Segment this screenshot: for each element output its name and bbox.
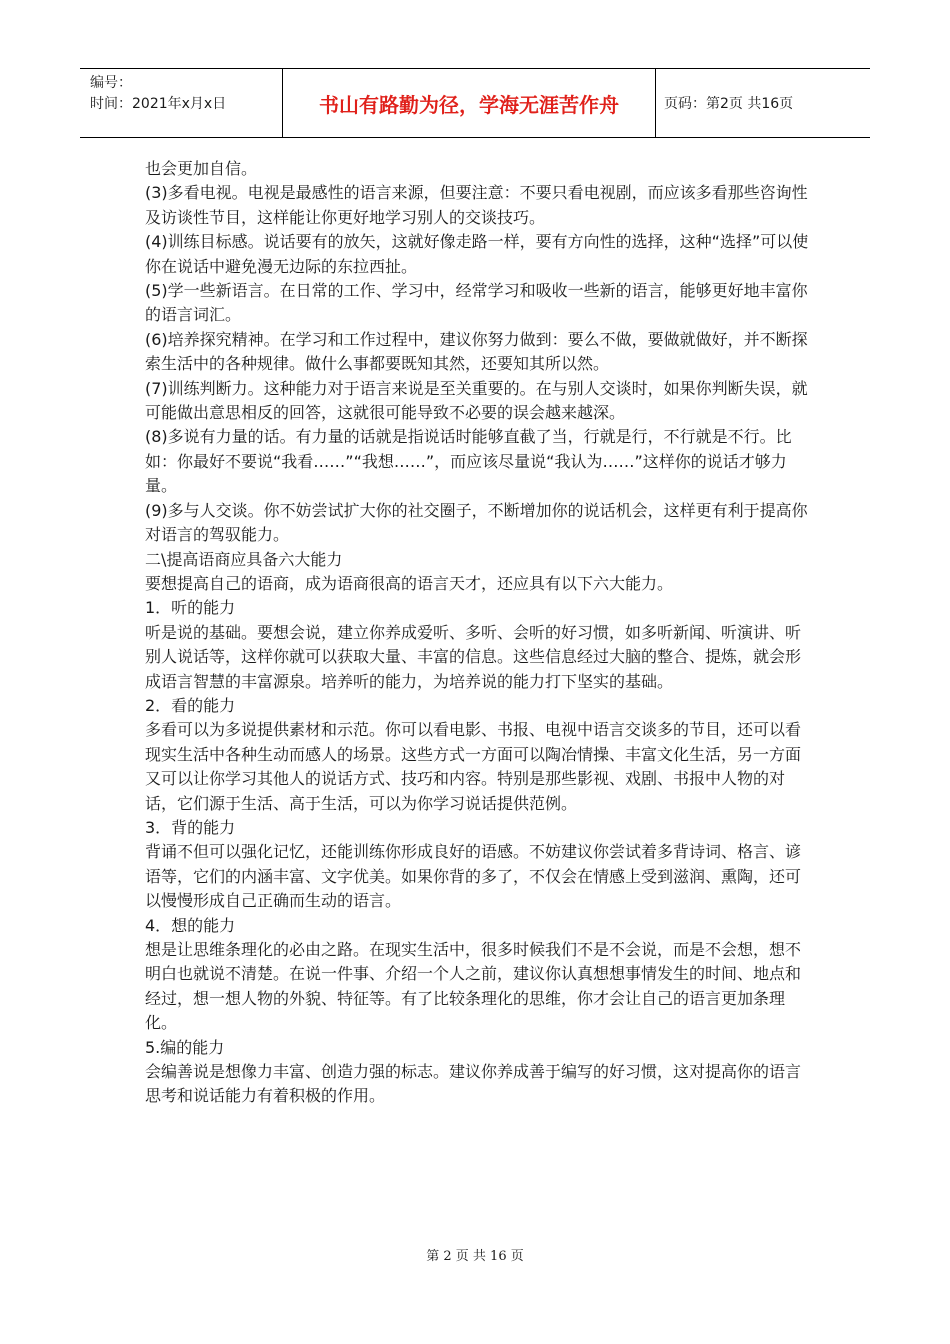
document-body bbox=[145, 157, 810, 1109]
paragraph: 要想提高自己的语商，成为语商很高的语言天才，还应具有以下六大能力。 bbox=[145, 573, 674, 593]
header-meta bbox=[80, 69, 283, 137]
subsection-heading: 4．想的能力 bbox=[145, 915, 236, 935]
paragraph: 背诵不但可以强化记忆，还能训练你形成良好的语感。不妨建议你尝试着多背诗词、格言、谚语等，它们的内涵丰富、文字优美。如果你背的多了，不仅会在情感上受到滋润、熏陶，还可以慢慢形成自己正确而生动的语言。 bbox=[145, 842, 802, 911]
header-motto: 书山有路勤为径，学海无涯苦作舟 bbox=[283, 69, 656, 137]
subsection-heading: 1．听的能力 bbox=[145, 598, 236, 618]
date-label: 时间：2021年x月x日 bbox=[90, 96, 227, 112]
paragraph: (5)学一些新语言。在日常的工作、学习中，经常学习和吸收一些新的语言，能够更好地丰富你的语言词汇。 bbox=[145, 281, 808, 325]
subsection-heading: 2．看的能力 bbox=[145, 695, 236, 715]
subsection-heading: 5.编的能力 bbox=[145, 1037, 225, 1057]
paragraph: 听是说的基础。要想会说，建立你养成爱听、多听、会听的好习惯，如多听新闻、听演讲、听别人说话等，这样你就可以获取大量、丰富的信息。这些信息经过大脑的整合、提炼，就会形成语言智慧的丰富源泉。培养听的能力，为培养说的能力打下坚实的基础。 bbox=[145, 622, 802, 691]
paragraph: (8)多说有力量的话。有力量的话就是指说话时能够直截了当，行就是行，不行就是不行。比如：你最好不要说“我看……”“我想……”，而应该尽量说“我认为……”这样你的说话才够力量。 bbox=[145, 427, 792, 496]
paragraph: (9)多与人交谈。你不妨尝试扩大你的社交圈子，不断增加你的说话机会，这样更有利于提高你对语言的驾驭能力。 bbox=[145, 500, 808, 545]
page-header bbox=[80, 68, 870, 138]
paragraph: 想是让思维条理化的必由之路。在现实生活中，很多时候我们不是不会说，而是不会想，想不明白也就说不清楚。在说一件事、介绍一个人之前，建议你认真想想事情发生的时间、地点和经过，想一想人物的外貌、特征等。有了比较条理化的思维，你才会让自己的语言更加条理化。 bbox=[145, 940, 802, 1033]
paragraph: (3)多看电视。电视是最感性的语言来源，但要注意：不要只看电视剧，而应该多看那些咨询性及访谈性节目，这样能让你更好地学习别人的交谈技巧。 bbox=[145, 183, 808, 227]
subsection-heading: 3．背的能力 bbox=[145, 817, 236, 837]
paragraph: 会编善说是想像力丰富、创造力强的标志。建议你养成善于编写的好习惯，这对提高你的语言思考和说话能力有着积极的作用。 bbox=[145, 1062, 802, 1106]
paragraph: (4)训练目标感。说话要有的放矢，这就好像走路一样，要有方向性的选择，这种“选择”可以使你在说话中避免漫无边际的东拉西扯。 bbox=[145, 232, 809, 276]
paragraph: (7)训练判断力。这种能力对于语言来说是至关重要的。在与别人交谈时，如果你判断失误，就可能做出意思相反的回答，这就很可能导致不必要的误会越来越深。 bbox=[145, 378, 808, 423]
number-label: 编号： bbox=[90, 75, 132, 91]
header-page-info: 页码：第2页 共16页 bbox=[664, 96, 794, 112]
paragraph: (6)培养探究精神。在学习和工作过程中，建议你努力做到：要么不做，要做就做好，并不断探索生活中的各种规律。做什么事都要既知其然，还要知其所以然。 bbox=[145, 329, 808, 374]
paragraph: 也会更加自信。 bbox=[145, 159, 258, 178]
paragraph: 多看可以为多说提供素材和示范。你可以看电影、书报、电视中语言交谈多的节目，还可以看现实生活中各种生动而感人的场景。这些方式一方面可以陶冶情操、丰富文化生活，另一方面又可以让你学习其他人的说话方式、技巧和内容。特别是那些影视、戏剧、书报中人物的对话，它们源于生活、高于生活，可以为你学习说话提供范例。 bbox=[145, 720, 802, 813]
page-footer: 第 2 页 共 16 页 bbox=[426, 1249, 524, 1264]
section-heading: 二\提高语商应具备六大能力 bbox=[145, 549, 343, 569]
